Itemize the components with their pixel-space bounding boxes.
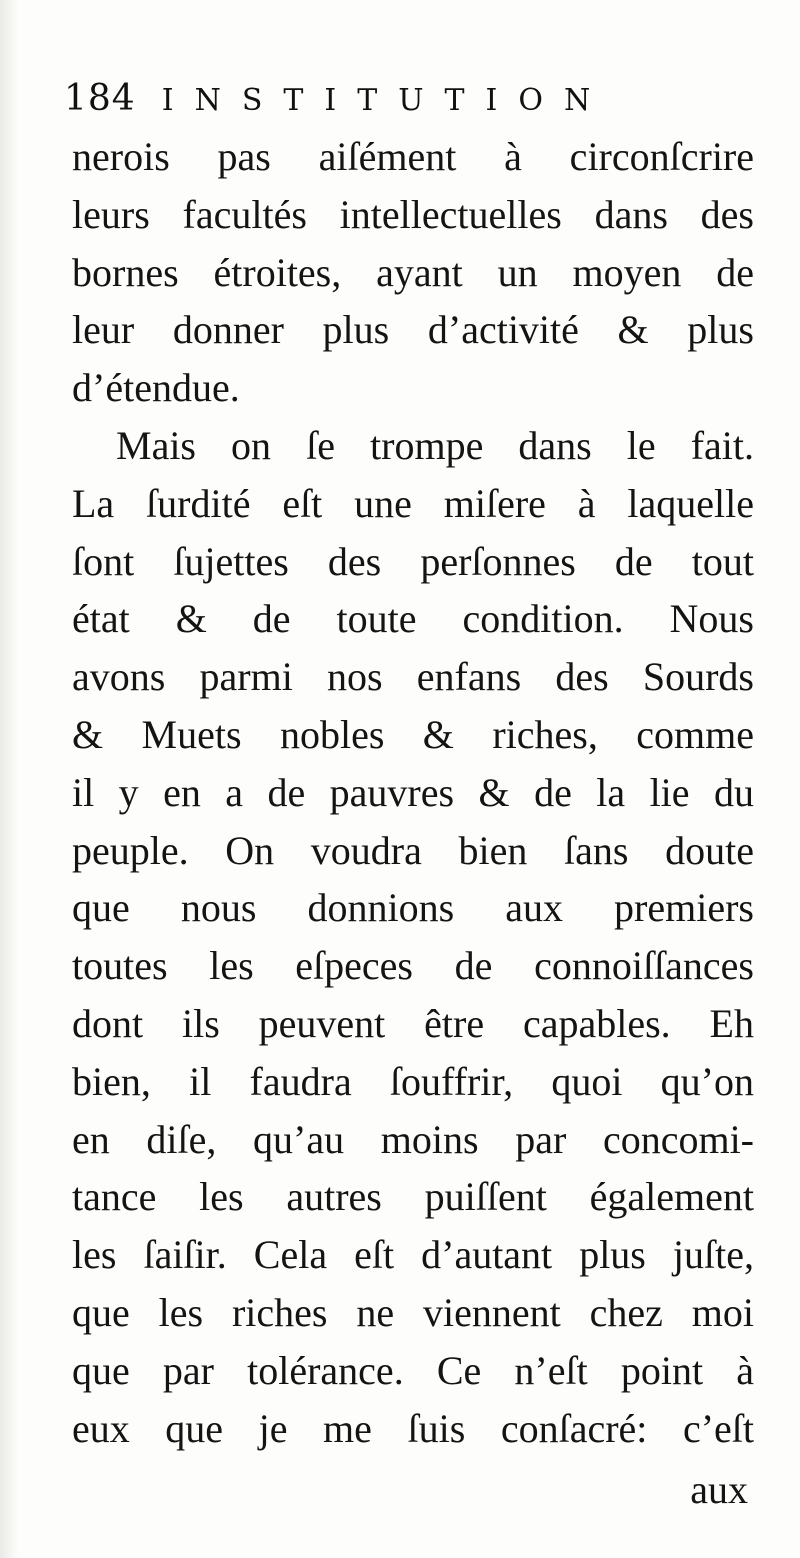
body-text (72, 128, 754, 1457)
running-head (64, 78, 611, 128)
text-line: ſont ſujettes des perſonnes de tout (72, 538, 754, 584)
text-line: que par tolérance. Ce n’eſt point à (72, 1347, 754, 1393)
text-line: peuple. On voudra bien ſans doute (72, 827, 754, 873)
catchword: aux (690, 1467, 748, 1512)
text-line: La ſurdité eſt une miſere à laquelle (72, 480, 754, 526)
text-line: bien, il faudra ſouffrir, quoi qu’on (72, 1058, 754, 1104)
text-line: en diſe, qu’au moins par concomi- (72, 1116, 754, 1162)
text-line: état & de toute condition. Nous (72, 596, 754, 642)
text-line: & Muets nobles & riches, comme (72, 711, 754, 757)
text-line: eux que je me ſuis conſacré: c’eſt (72, 1405, 754, 1451)
text-line: que les riches ne viennent chez moi (72, 1289, 754, 1335)
text-line: d’étendue. (72, 365, 240, 411)
text-line: toutes les eſpeces de connoiſſances (72, 943, 754, 989)
text-line: il y en a de pauvres & de la lie du (72, 769, 754, 815)
text-line: leur donner plus d’activité & plus (72, 307, 754, 353)
page-number: 184 (64, 78, 136, 119)
text-line: dont ils peuvent être capables. Eh (72, 1000, 754, 1046)
text-line: nerois pas aiſément à circonſcrire (72, 134, 754, 179)
text-line: bornes étroites, ayant un moyen de (72, 249, 754, 295)
paragraph-start-line: Mais on ſe trompe dans le fait. (116, 422, 754, 468)
text-line: les ſaiſir. Cela eſt d’autant plus juſte, (72, 1232, 754, 1278)
text-line: tance les autres puiſſent également (72, 1174, 754, 1220)
running-title: INSTITUTION (161, 83, 612, 118)
text-line: avons parmi nos enfans des Sourds (72, 654, 754, 700)
text-line: que nous donnions aux premiers (72, 885, 754, 931)
text-line: leurs facultés intellectuelles dans des (72, 191, 754, 237)
